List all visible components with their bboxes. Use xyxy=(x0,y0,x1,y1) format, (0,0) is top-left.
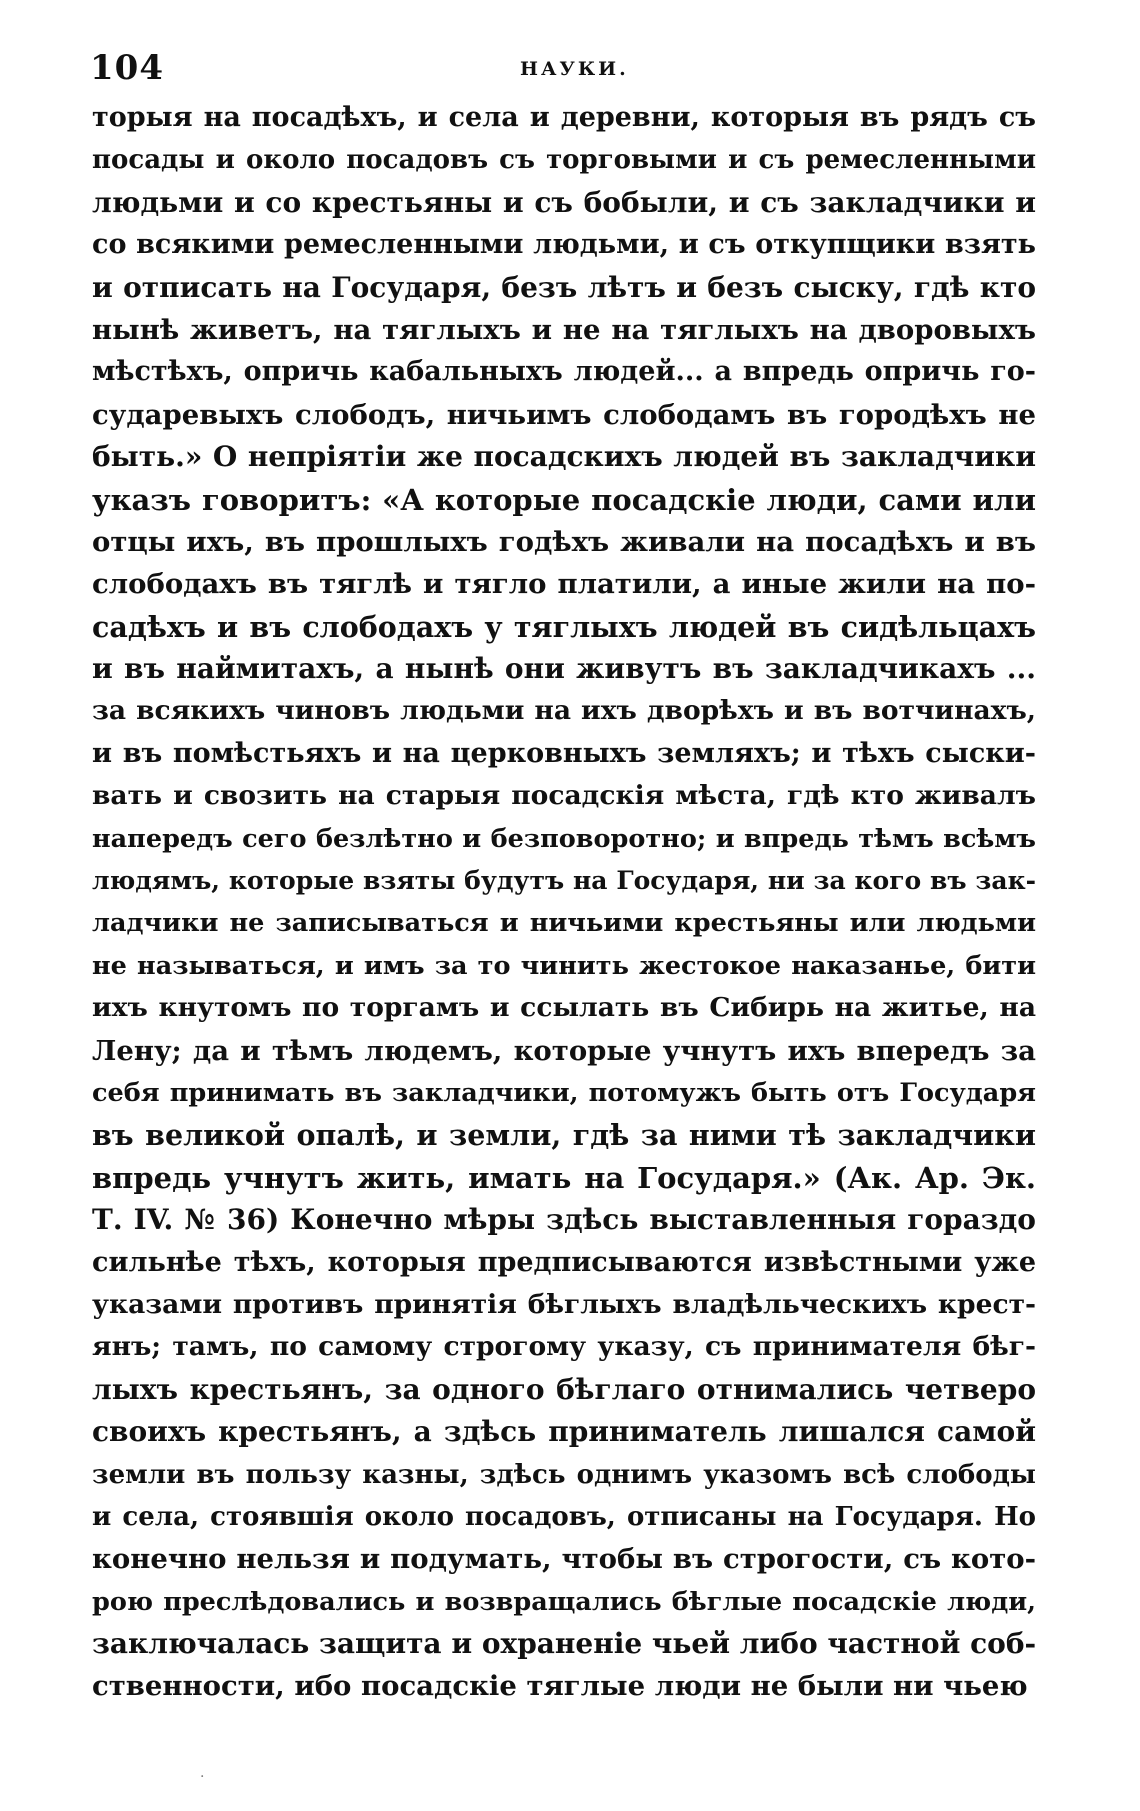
text-line: людямъ, которые взяты будутъ на Государя, ни за кого въ зак- xyxy=(92,866,1036,896)
text-line: вать и свозить на старыя посадскія мѣста, гдѣ кто живалъ xyxy=(92,780,1036,812)
text-line: рою преслѣдовались и возвращались бѣглые посадскіе люди, xyxy=(92,1586,1036,1617)
text-line: нынѣ живетъ, на тяглыхъ и не на тяглыхъ на дворовыхъ xyxy=(92,313,1036,346)
text-line: впредь учнутъ жить, имать на Государя.» (Ак. Ар. Эк. xyxy=(92,1160,1036,1195)
text-line: въ великой опалѣ, и земли, гдѣ за ними тѣ закладчики xyxy=(92,1118,1036,1153)
text-line: и въ наймитахъ, а нынѣ они живутъ въ закладчикахъ ... xyxy=(92,652,1036,686)
text-line: земли въ пользу казны, здѣсь однимъ указомъ всѣ слободы xyxy=(92,1459,1036,1490)
text-line: конечно нельзя и подумать, чтобы въ строгости, съ кото- xyxy=(92,1543,1036,1576)
text-line: сударевыхъ слободъ, ничьимъ слободамъ въ городѣхъ не xyxy=(92,398,1036,431)
text-line: Т. IV. № 36) Конечно мѣры здѣсь выставленныя гораздо xyxy=(92,1203,1036,1237)
scan-speck: · xyxy=(200,1769,205,1785)
text-line: посады и около посадовъ съ торговыми и съ ремесленными xyxy=(92,145,1036,176)
text-line: садѣхъ и въ слободахъ у тяглыхъ людей въ сидѣльцахъ xyxy=(92,609,1036,644)
text-line: ладчики не записываться и ничьими крестьяны или людьми xyxy=(92,908,1036,939)
text-line: и въ помѣстьяхъ и на церковныхъ земляхъ; и тѣхъ сыски- xyxy=(92,737,1036,769)
text-line: отцы ихъ, въ прошлыхъ годѣхъ живали на посадѣхъ и въ xyxy=(92,525,1036,558)
text-line: сильнѣе тѣхъ, которыя предписываются извѣстными уже xyxy=(92,1246,1036,1278)
text-line: быть.» О непріятіи же посадскихъ людей въ закладчики xyxy=(92,440,1036,474)
text-line: не называться, и имъ за то чинить жестокое наказанье, бити xyxy=(92,950,1036,981)
text-line: и села, стоявшія около посадовъ, отписаны на Государя. Но xyxy=(92,1501,1036,1532)
running-head: НАУКИ. xyxy=(520,58,629,80)
text-line: указами противъ принятія бѣглыхъ владѣльческихъ крест- xyxy=(92,1288,1036,1320)
text-line: и отписать на Государя, безъ лѣтъ и безъ сыску, гдѣ кто xyxy=(92,270,1036,304)
text-line: ихъ кнутомъ по торгамъ и ссылать въ Сибирь на житье, на xyxy=(92,992,1036,1024)
text-line: мѣстѣхъ, опричь кабальныхъ людей... а впредь опричь го- xyxy=(92,356,1036,388)
text-line: Лену; да и тѣмъ людемъ, которые учнутъ ихъ впередъ за xyxy=(92,1034,1036,1067)
text-line: ственности, ибо посадскіе тяглые люди не были ни чьею xyxy=(92,1670,1028,1703)
text-line: янъ; тамъ, по самому строгому указу, съ принимателя бѣг- xyxy=(92,1331,1036,1363)
text-line: указъ говоритъ: «А которые посадскіе люди, сами или xyxy=(92,482,1036,517)
text-line: своихъ крестьянъ, а здѣсь приниматель лишался самой xyxy=(92,1415,1036,1449)
text-line: заключалась защита и охраненіе чьей либо частной соб- xyxy=(92,1627,1037,1661)
text-line: напередъ сего безлѣтно и безповоротно; и впредь тѣмъ всѣмъ xyxy=(92,823,1036,854)
text-line: слободахъ въ тяглѣ и тягло платили, а иные жили на по- xyxy=(92,568,1036,601)
text-line: за всякихъ чиновъ людьми на ихъ дворѣхъ и въ вотчинахъ, xyxy=(92,695,1036,727)
page-number: 104 xyxy=(90,48,164,88)
text-line: людьми и со крестьяны и съ бобыли, и съ закладчики и xyxy=(92,185,1036,219)
text-line: себя принимать въ закладчики, потомужъ быть отъ Государя xyxy=(92,1077,1036,1108)
text-line: торыя на посадѣхъ, и села и деревни, которыя въ рядъ съ xyxy=(92,102,1036,133)
text-line: со всякими ремесленными людьми, и съ откупщики взять xyxy=(92,229,1036,261)
body-text xyxy=(92,97,1036,1708)
text-line: лыхъ крестьянъ, за одного бѣглаго отнимались четверо xyxy=(92,1372,1036,1406)
